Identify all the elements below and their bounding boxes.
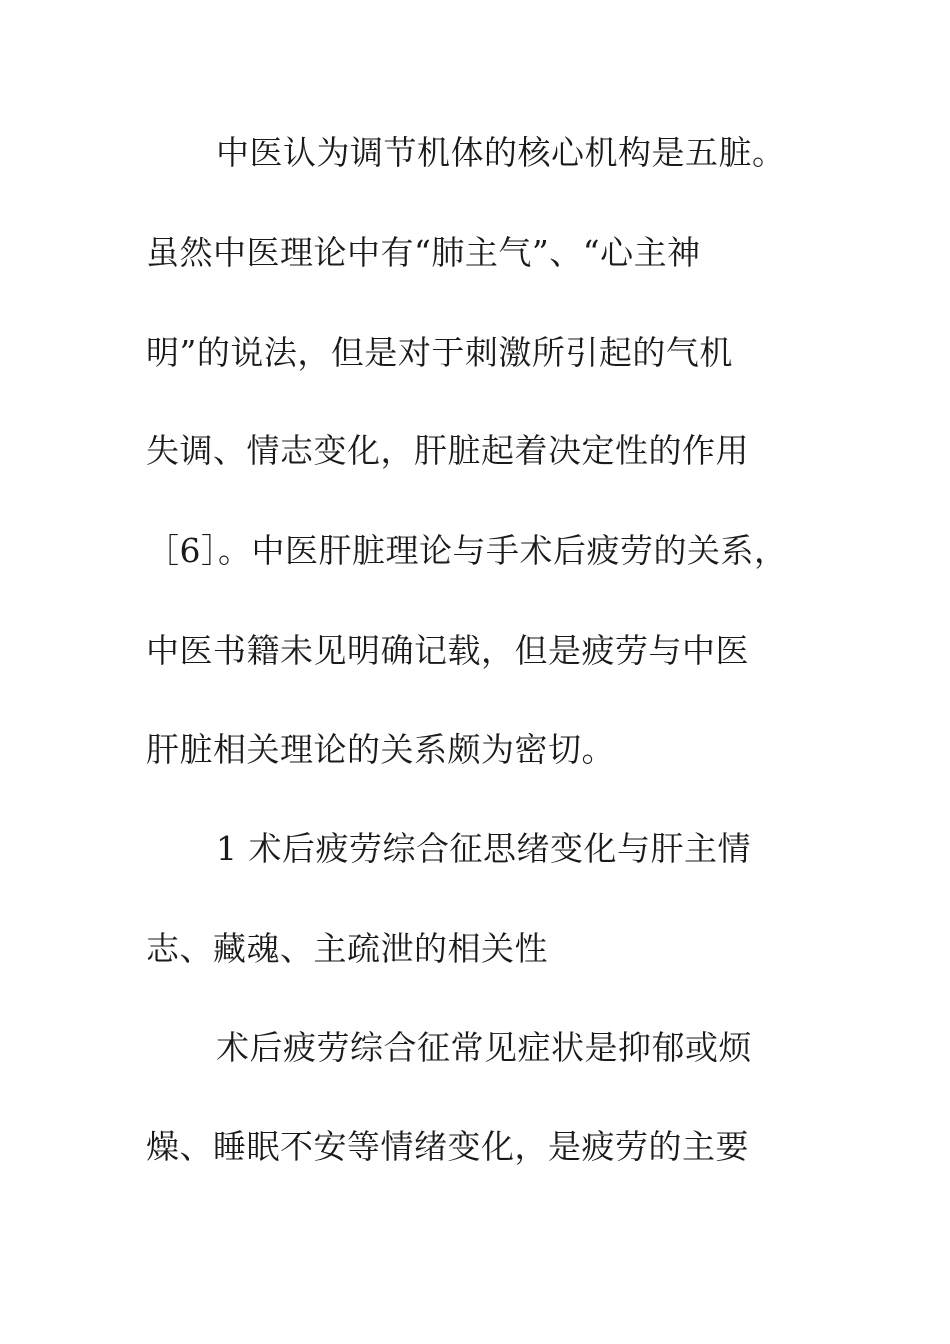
paragraph-1-line-6: 中医书籍未见明确记载，但是疲劳与中医 (146, 631, 749, 670)
section-heading-line-1: 1 术后疲劳综合征思绪变化与肝主情 (216, 829, 751, 868)
paragraph-2-line-2: 燥、睡眠不安等情绪变化，是疲劳的主要 (146, 1127, 749, 1166)
paragraph-1-line-2: 虽然中医理论中有“肺主气”、“心主神 (146, 233, 701, 272)
paragraph-1-line-7: 肝脏相关理论的关系颇为密切。 (146, 730, 615, 769)
paragraph-1-line-1: 中医认为调节机体的核心机构是五脏。 (216, 133, 786, 172)
paragraph-1-line-3: 明”的说法，但是对于刺激所引起的气机 (146, 333, 733, 372)
section-heading-line-2: 志、藏魂、主疏泄的相关性 (146, 929, 548, 968)
paragraph-2-line-1: 术后疲劳综合征常见症状是抑郁或烦 (216, 1028, 752, 1067)
paragraph-1-line-4: 失调、情志变化，肝脏起着决定性的作用 (146, 431, 749, 470)
paragraph-1-line-5: ［6］。中医肝脏理论与手术后疲劳的关系， (146, 531, 788, 570)
